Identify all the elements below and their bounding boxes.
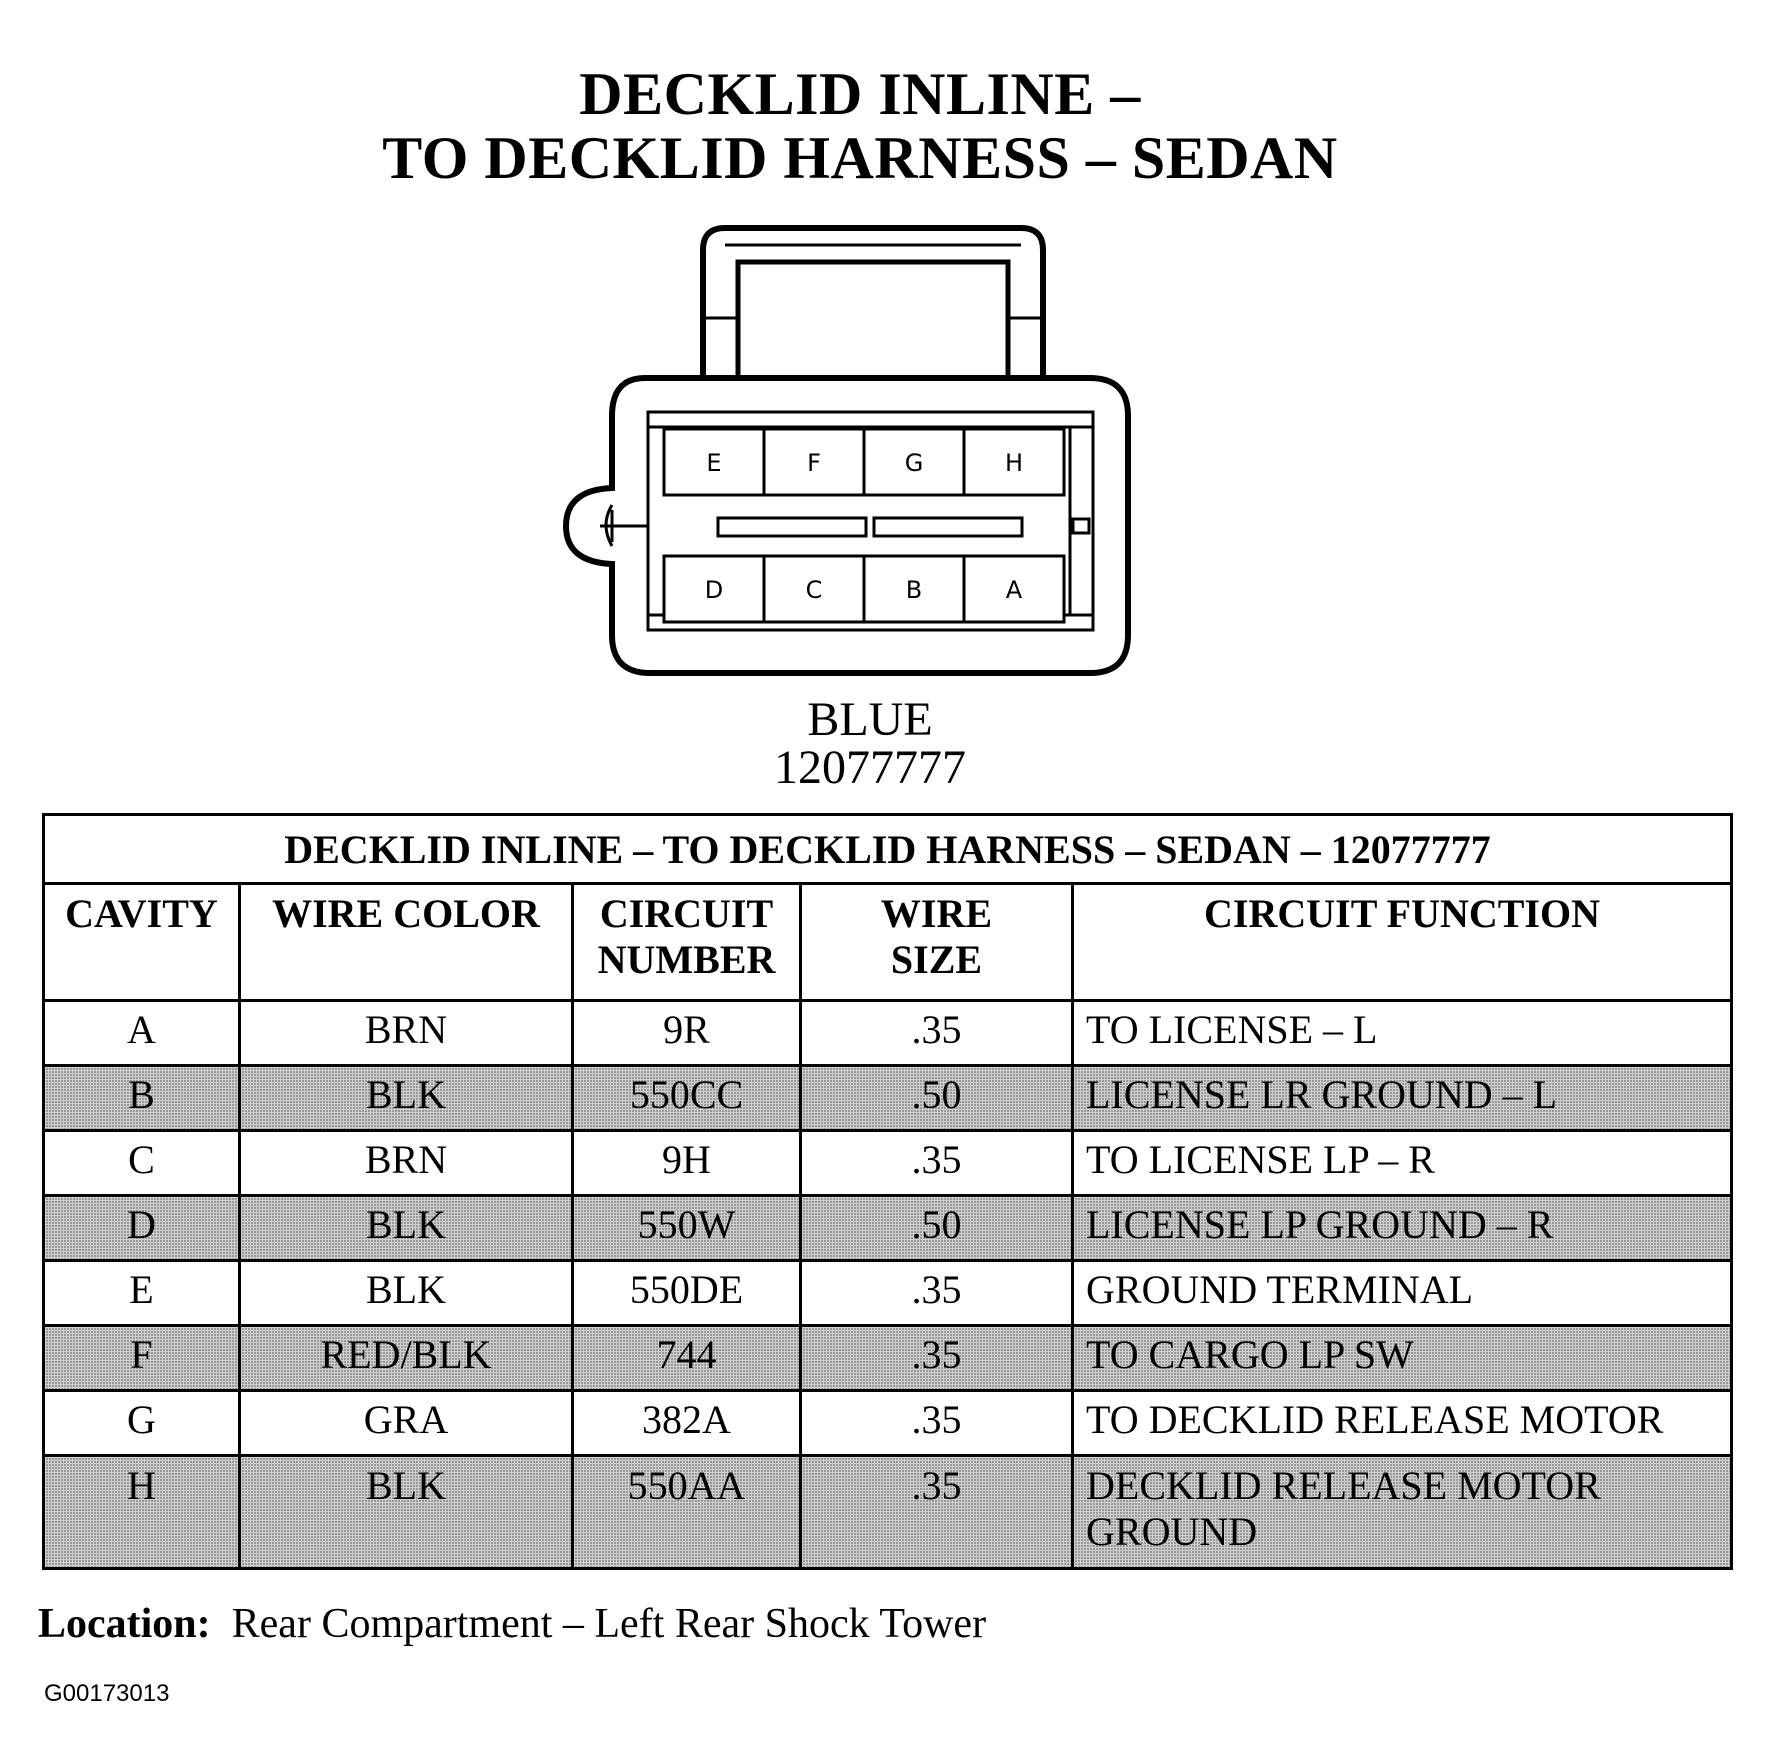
cavity-label: B — [905, 576, 923, 604]
cell-wire-color: BRN — [240, 1001, 573, 1066]
cell-circuit-function: LICENSE LR GROUND – L — [1073, 1066, 1732, 1131]
cell-circuit-number: 550W — [573, 1196, 801, 1261]
cell-wire-size: .35 — [801, 1391, 1073, 1456]
cell-cavity: D — [44, 1196, 240, 1261]
table-header-row — [44, 884, 1732, 1001]
cell-circuit-function: LICENSE LP GROUND – R — [1073, 1196, 1732, 1261]
connector-face-diagram — [0, 0, 1767, 700]
cell-cavity: E — [44, 1261, 240, 1326]
cell-circuit-function: TO LICENSE – L — [1073, 1001, 1732, 1066]
cell-wire-color: BLK — [240, 1066, 573, 1131]
cell-circuit-number: 382A — [573, 1391, 801, 1456]
cell-wire-size: .35 — [801, 1456, 1073, 1569]
cell-wire-color: BRN — [240, 1131, 573, 1196]
cell-circuit-function: GROUND TERMINAL — [1073, 1261, 1732, 1326]
cell-wire-color: BLK — [240, 1456, 573, 1569]
cavity-row-bottom — [664, 556, 1064, 622]
cavity-label: G — [904, 449, 924, 477]
cavity-label: H — [1004, 449, 1024, 477]
cell-wire-size: .50 — [801, 1196, 1073, 1261]
table-title: DECKLID INLINE – TO DECKLID HARNESS – SEDAN – 12077777 — [44, 815, 1732, 884]
header-circuit-function: CIRCUIT FUNCTION — [1073, 884, 1732, 1001]
location-label: Location: — [38, 1601, 211, 1647]
page-title-line-2: TO DECKLID HARNESS – SEDAN — [382, 125, 1338, 191]
cavity-label: D — [704, 576, 724, 604]
connector-location — [38, 1600, 986, 1648]
cell-wire-size: .35 — [801, 1326, 1073, 1391]
location-text: Rear Compartment – Left Rear Shock Tower — [231, 1601, 987, 1647]
cell-circuit-number: 550DE — [573, 1261, 801, 1326]
cell-circuit-number: 550AA — [573, 1456, 801, 1569]
cell-cavity: C — [44, 1131, 240, 1196]
cell-circuit-number: 9R — [573, 1001, 801, 1066]
cell-wire-color: BLK — [240, 1196, 573, 1261]
cell-wire-size: .35 — [801, 1261, 1073, 1326]
table-row — [44, 1196, 1732, 1261]
cell-wire-size: .35 — [801, 1131, 1073, 1196]
cell-cavity: A — [44, 1001, 240, 1066]
cell-cavity: G — [44, 1391, 240, 1456]
table-row — [44, 1391, 1732, 1456]
header-circuit-number: CIRCUIT NUMBER — [573, 884, 801, 1001]
cell-wire-color: GRA — [240, 1391, 573, 1456]
cell-circuit-number: 550CC — [573, 1066, 801, 1131]
cell-circuit-number: 9H — [573, 1131, 801, 1196]
cavity-label: E — [706, 449, 722, 477]
connector-part-number: 12077777 — [774, 741, 966, 794]
table-row — [44, 1261, 1732, 1326]
cell-wire-color: BLK — [240, 1261, 573, 1326]
cavity-label: C — [805, 576, 823, 604]
cell-cavity: H — [44, 1456, 240, 1569]
table-row — [44, 1066, 1732, 1131]
cavity-label: F — [807, 449, 821, 477]
cell-cavity: F — [44, 1326, 240, 1391]
cavity-row-top — [664, 429, 1064, 495]
connector-lock-tab — [703, 228, 1043, 378]
cell-circuit-number: 744 — [573, 1326, 801, 1391]
header-cavity: CAVITY — [44, 884, 240, 1001]
cavity-label: A — [1005, 576, 1023, 604]
cell-circuit-function: TO LICENSE LP – R — [1073, 1131, 1732, 1196]
table-row — [44, 1131, 1732, 1196]
cell-circuit-function: DECKLID RELEASE MOTOR GROUND — [1073, 1456, 1732, 1569]
connector-color: BLUE — [807, 693, 933, 746]
page-title-line-1: DECKLID INLINE – — [579, 61, 1141, 127]
cell-circuit-function: TO CARGO LP SW — [1073, 1326, 1732, 1391]
pinout-table — [42, 813, 1733, 1570]
cell-cavity: B — [44, 1066, 240, 1131]
cell-circuit-function: TO DECKLID RELEASE MOTOR — [1073, 1391, 1732, 1456]
cell-wire-color: RED/BLK — [240, 1326, 573, 1391]
cell-wire-size: .50 — [801, 1066, 1073, 1131]
header-wire-size: WIRE SIZE — [801, 884, 1073, 1001]
header-wire-color: WIRE COLOR — [240, 884, 573, 1001]
table-row — [44, 1326, 1732, 1391]
table-row — [44, 1001, 1732, 1066]
cell-wire-size: .35 — [801, 1001, 1073, 1066]
table-row — [44, 1456, 1732, 1569]
figure-id: G00173013 — [44, 1680, 170, 1707]
